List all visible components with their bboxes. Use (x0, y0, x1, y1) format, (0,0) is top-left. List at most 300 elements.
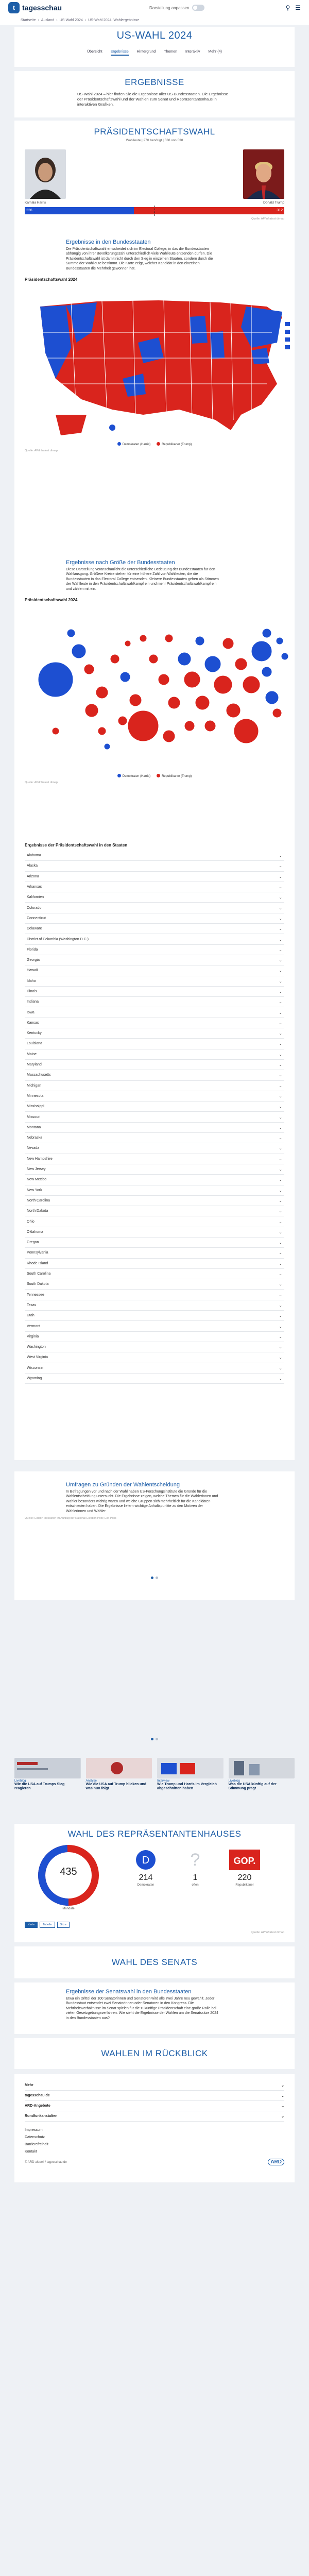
chevron-down-icon: ⌄ (279, 895, 282, 900)
article-kicker: Interview (157, 1780, 170, 1783)
state-row[interactable] (25, 1196, 284, 1206)
tab-interactive[interactable]: Interaktiv (185, 50, 200, 54)
state-marker[interactable] (285, 330, 290, 334)
map-label: Präsidentschaftswahl 2024 (25, 277, 78, 282)
state-row[interactable] (25, 1342, 284, 1352)
chevron-down-icon: ⌄ (279, 1292, 282, 1297)
chevron-down-icon: ⌄ (279, 1010, 282, 1015)
state-bubble[interactable] (98, 727, 106, 735)
footer-bottom (25, 2159, 284, 2165)
chevron-down-icon: ⌄ (279, 853, 282, 858)
state-row[interactable] (25, 1123, 284, 1133)
state-name: Pennsylvania (27, 1251, 48, 1255)
state-name: Connecticut (27, 916, 46, 920)
state-bubble[interactable] (234, 719, 259, 743)
question-mark-icon: ? (190, 1850, 200, 1870)
chevron-down-icon: ⌄ (279, 1188, 282, 1193)
related-article[interactable] (14, 1758, 81, 1817)
state-row[interactable] (25, 1352, 284, 1363)
chevron-down-icon: ⌄ (279, 1136, 282, 1141)
map-legend (25, 442, 284, 446)
president-source: Quelle: AP/Infratest dimap (251, 217, 284, 221)
bubble-card (14, 548, 295, 837)
state-alaska[interactable] (56, 415, 87, 435)
state-bubble[interactable] (214, 675, 232, 694)
state-row[interactable] (25, 1018, 284, 1028)
state-row[interactable] (25, 1279, 284, 1290)
article-kicker: Analyse (85, 1780, 97, 1783)
state-row[interactable] (25, 1269, 284, 1279)
senate-card (14, 1982, 295, 2034)
state-name: Florida (27, 947, 38, 952)
chevron-down-icon: ⌄ (279, 1031, 282, 1036)
article-image (14, 1758, 81, 1778)
chevron-down-icon: ⌄ (279, 978, 282, 984)
dem-candidate-name: Kamala Harris (25, 201, 46, 205)
motives-source: Quelle: Edison Research im Auftrag der National Election Pool; Exit Polls (25, 1517, 116, 1520)
state-row[interactable] (25, 892, 284, 903)
state-row[interactable] (25, 1091, 284, 1101)
bubble-map[interactable] (25, 602, 284, 774)
motives-heading: Umfragen zu Gründen der Wahlentscheidung (66, 1482, 180, 1488)
state-bubble[interactable] (276, 637, 283, 645)
map-text: Die Präsidentschaftswahl entscheidet sich im Electoral College, in das die Bundesstaaten abhängig von ihrer Bevölkerungszahl unterschiedlich viele Wahlleute entsenden dürfen. Die Präsidentschaftswahl ist damit nicht durch den Sieg in einzelnen Staaten, sondern durch die Summe der Wahlleute bestimmt. Die Karte zeigt, welcher Kandidat in den einzelnen Bundesstaaten die Mehrheit gewonnen hat. (66, 247, 213, 270)
carousel-dot[interactable] (151, 1738, 153, 1740)
state-name: New Mexico (27, 1178, 47, 1182)
house-title: WAHL DES REPRÄSENTANTENHAUSES (67, 1829, 242, 1839)
state-row[interactable] (25, 945, 284, 955)
footer-links (25, 2127, 284, 2156)
state-bubble[interactable] (243, 676, 260, 693)
state-bubble[interactable] (262, 667, 272, 677)
state-name: Vermont (27, 1324, 41, 1328)
state-name: Oregon (27, 1241, 39, 1245)
carousel-dot[interactable] (151, 1577, 153, 1579)
state-name: Utah (27, 1314, 35, 1318)
state-row[interactable] (25, 1259, 284, 1269)
review-card (14, 2038, 295, 2069)
footer-section[interactable]: Rundfunkanstalten ⌄ (25, 2111, 284, 2122)
candidates-row (25, 142, 284, 205)
chevron-down-icon: ⌄ (279, 1041, 282, 1046)
chevron-down-icon: ⌄ (279, 1062, 282, 1067)
state-bubble[interactable] (204, 656, 221, 672)
state-minnesota[interactable] (190, 316, 208, 344)
footer-link[interactable]: Datenschutz (25, 2136, 45, 2139)
us-map[interactable] (25, 286, 284, 442)
state-row[interactable] (25, 1060, 284, 1070)
state-name: Hawaii (27, 969, 38, 973)
state-bubble[interactable] (235, 658, 247, 670)
state-bubble[interactable] (120, 672, 130, 682)
state-marker[interactable] (285, 337, 290, 342)
state-bubble[interactable] (262, 629, 271, 638)
footer-link[interactable]: Kontakt (25, 2150, 37, 2154)
dem-votes-bar (25, 207, 134, 214)
state-bubble[interactable] (165, 634, 173, 642)
state-row[interactable] (25, 1070, 284, 1080)
map-heading: Ergebnisse in den Bundesstaaten (66, 239, 151, 245)
state-bubble[interactable] (110, 654, 119, 664)
state-row[interactable] (25, 1311, 284, 1321)
state-marker[interactable] (285, 322, 290, 326)
state-row[interactable] (25, 882, 284, 892)
state-bubble[interactable] (158, 674, 169, 685)
chevron-down-icon: ⌄ (279, 989, 282, 994)
state-row[interactable] (25, 1133, 284, 1143)
breadcrumb-item[interactable]: US-Wahl 2024 (59, 18, 83, 22)
display-toggle-label: Darstellung anpassen (149, 5, 190, 10)
state-bubble[interactable] (265, 691, 279, 704)
house-total: 435 (60, 1866, 77, 1877)
bubble-source: Quelle: AP/Infratest dimap (25, 781, 58, 785)
article-title[interactable]: Was die USA künftig auf der Stimmung prägt (228, 1783, 277, 1791)
state-name: Maryland (27, 1063, 42, 1067)
breadcrumb-item[interactable]: Startseite (21, 18, 36, 22)
state-row[interactable] (25, 1154, 284, 1164)
state-row[interactable] (25, 1321, 284, 1331)
state-name: Massachusetts (27, 1073, 51, 1077)
tab-results[interactable]: Ergebnisse (111, 50, 129, 56)
state-row[interactable] (25, 1238, 284, 1248)
review-title: WAHLEN IM RÜCKBLICK (101, 2048, 208, 2058)
chevron-down-icon: ⌄ (279, 1146, 282, 1151)
state-row[interactable] (25, 913, 284, 924)
chevron-down-icon: ⌄ (279, 1219, 282, 1224)
state-bubble[interactable] (84, 664, 94, 674)
chevron-down-icon: ⌄ (281, 2114, 284, 2119)
chevron-down-icon: ⌄ (279, 1177, 282, 1182)
state-bubble[interactable] (38, 662, 73, 697)
tab-more[interactable]: Mehr (4) (208, 50, 222, 54)
state-name: Rhode Island (27, 1261, 48, 1265)
chevron-down-icon: ⌄ (279, 1229, 282, 1234)
house-total-label: Mandate (62, 1907, 75, 1910)
dem-label: Demokraten (137, 1884, 154, 1887)
trump-photo (243, 149, 284, 199)
state-name: District of Columbia (Washington D.C.) (27, 937, 89, 941)
media-placeholder (14, 1600, 295, 1755)
breadcrumb: Startseite › Ausland › US-Wahl 2024 › US-Wahl 2024: Wahlergebnisse (0, 15, 309, 25)
chevron-down-icon: ⌄ (279, 926, 282, 931)
state-bubble[interactable] (178, 652, 191, 666)
state-row[interactable] (25, 1049, 284, 1060)
state-row[interactable] (25, 861, 284, 871)
state-name: Maine (27, 1052, 37, 1056)
chevron-down-icon: ⌄ (279, 916, 282, 921)
carousel-dot[interactable] (156, 1738, 158, 1740)
state-bubble[interactable] (184, 721, 195, 731)
chevron-down-icon: ⌄ (279, 1104, 282, 1109)
senate-heading: Ergebnisse der Senatswahl in den Bundesstaaten (66, 1989, 192, 1995)
states-card (14, 837, 295, 1460)
legend-rep: Republikaner (Trump) (157, 774, 192, 778)
state-name: Michigan (27, 1083, 42, 1088)
state-row[interactable] (25, 1374, 284, 1384)
state-bubble[interactable] (184, 671, 200, 688)
bubble-legend (25, 774, 284, 778)
tab-bar (14, 50, 295, 56)
chevron-down-icon: ⌄ (279, 905, 282, 910)
state-bubble[interactable] (104, 743, 110, 750)
chevron-down-icon: ⌄ (279, 1302, 282, 1308)
state-bubble[interactable] (204, 720, 216, 732)
open-block (177, 1850, 213, 1887)
state-row[interactable] (25, 1081, 284, 1091)
state-name: South Dakota (27, 1282, 49, 1286)
state-row[interactable] (25, 851, 284, 861)
state-row[interactable] (25, 872, 284, 882)
electoral-vote-bar (25, 207, 284, 214)
chevron-down-icon: ⌄ (279, 947, 282, 952)
article-image (229, 1758, 295, 1778)
state-row[interactable] (25, 987, 284, 997)
legend-dem: Demokraten (Harris) (117, 774, 150, 778)
state-row[interactable] (25, 1300, 284, 1311)
state-bubble[interactable] (226, 703, 241, 718)
state-row[interactable] (25, 1290, 284, 1300)
article-image (86, 1758, 152, 1778)
chevron-down-icon: ⌄ (279, 1345, 282, 1350)
legend-dem: Demokraten (Harris) (117, 442, 150, 446)
svg-text:D: D (142, 1855, 150, 1866)
chevron-down-icon: ⌄ (279, 885, 282, 890)
state-row[interactable] (25, 1363, 284, 1374)
state-bubble[interactable] (129, 694, 142, 706)
senate-title-card (14, 1946, 295, 1978)
tab-background[interactable]: Hintergrund (136, 50, 156, 54)
state-row[interactable] (25, 903, 284, 913)
view-map-button[interactable]: Karte (25, 1922, 38, 1928)
article-title[interactable]: Wie die USA auf Trumps Sieg reagieren (14, 1783, 65, 1791)
chevron-down-icon: ⌄ (281, 2094, 284, 2098)
dem-logo-icon (135, 1850, 156, 1870)
house-row (25, 1844, 284, 1917)
state-name: Alabama (27, 854, 41, 858)
state-illinois[interactable] (210, 331, 225, 359)
tagesschau-logo-icon[interactable]: t (8, 2, 20, 13)
display-toggle[interactable] (149, 5, 204, 11)
state-name: Nevada (27, 1146, 40, 1150)
state-name: Nebraska (27, 1136, 42, 1140)
carousel-dot[interactable] (156, 1577, 158, 1579)
state-bubble[interactable] (272, 708, 282, 718)
state-name: Kansas (27, 1021, 39, 1025)
article-title[interactable]: Wie die USA auf Trump blicken und was nun folgt (85, 1783, 147, 1791)
chevron-down-icon: ⌄ (279, 968, 282, 973)
state-row[interactable] (25, 1007, 284, 1018)
rep-seats: 220 (237, 1873, 252, 1882)
state-row[interactable] (25, 1164, 284, 1175)
state-bubble[interactable] (149, 654, 158, 664)
chevron-down-icon: ⌄ (279, 1313, 282, 1318)
state-bubble[interactable] (72, 644, 86, 658)
state-bubble[interactable] (251, 641, 272, 662)
chevron-down-icon: ⌄ (279, 1355, 282, 1360)
tab-overview[interactable]: Übersicht (87, 50, 102, 54)
rep-votes-bar (134, 207, 284, 214)
state-bubble[interactable] (195, 696, 210, 710)
svg-text:GOP.: GOP. (233, 1856, 256, 1866)
title-card (14, 27, 295, 67)
harris-photo (25, 149, 66, 199)
results-intro: US-Wahl 2024 – hier finden Sie die Ergebnisse aller US-Bundesstaaten. Die Ergebnisse der Präsidentschaftswahl und der Wahlen zum Senat und Repräsentantenhaus in interaktiven Grafiken. (77, 92, 228, 107)
state-row[interactable] (25, 976, 284, 987)
state-name: Oklahoma (27, 1230, 43, 1234)
state-row[interactable] (25, 1175, 284, 1185)
state-virginia[interactable] (251, 348, 269, 364)
dem-seats: 214 (139, 1873, 153, 1882)
bubble-heading: Ergebnisse nach Größe der Bundesstaaten (66, 560, 175, 566)
state-row[interactable] (25, 924, 284, 934)
footer-link[interactable]: Barrierefreiheit (25, 2143, 48, 2146)
state-name: Ohio (27, 1219, 35, 1224)
chevron-down-icon: ⌄ (279, 1209, 282, 1214)
senate-text: Etwa ein Drittel der 100 Senatorinnen und Senatoren wird alle zwei Jahre neu gewählt. Jeder Bundesstaat entsendet zwei Senatorinnen oder Senatoren in den Kongress. Die Mehrheitsverhältnisse im Senat spielen für die zukünftige Präsidentschaft eine große Rolle bei vielen Gesetzgebungsverfahren. Wie sieht die Ergebnisse der Wahlen um die Senatssitze 2024 in den Bundesstaaten aus? (66, 1997, 218, 2020)
state-row[interactable] (25, 1227, 284, 1238)
state-name: Arizona (27, 874, 39, 878)
chevron-down-icon: ⌄ (279, 1261, 282, 1266)
state-name: Indiana (27, 1000, 39, 1004)
motives-text: In Befragungen vor und nach der Wahl haben US-Forschungsinstitute die Gründe für die Wahlentscheidung untersucht. Die Ergebnisse zeigen, welche Themen für die Wählerinnen und Wähler besonders wichtig waren und welche Gruppen sich mehrheitlich für die Kandidaten entschieden haben. Die Ergebnisse liefern wichtige Anhaltspunkte zu den Motiven der Wählerinnen und Wähler. (66, 1490, 218, 1513)
carousel-dots-2 (14, 1738, 295, 1740)
related-article[interactable] (229, 1758, 295, 1817)
state-row[interactable] (25, 965, 284, 976)
chevron-down-icon: ⌄ (279, 937, 282, 942)
open-seats: 1 (193, 1873, 198, 1882)
state-bubble[interactable] (52, 727, 59, 735)
legend-rep: Republikaner (Trump) (157, 442, 192, 446)
footer-section[interactable]: tagesschau.de ⌄ (25, 2091, 284, 2101)
chevron-down-icon: ⌄ (279, 1324, 282, 1329)
article-image (157, 1758, 224, 1778)
copyright: © ARD-aktuell / tagesschau.de (25, 2160, 67, 2164)
state-bubble[interactable] (163, 730, 175, 742)
state-bubble[interactable] (125, 640, 131, 647)
search-icon[interactable]: ⚲ (285, 4, 290, 11)
state-name: Kalifornien (27, 895, 44, 900)
state-bubble[interactable] (118, 716, 127, 725)
president-card (14, 121, 295, 548)
state-bubble[interactable] (96, 686, 108, 699)
state-row[interactable] (25, 1185, 284, 1196)
chevron-down-icon: ⌄ (279, 1114, 282, 1120)
state-bubble[interactable] (281, 653, 288, 660)
related-article[interactable] (157, 1758, 224, 1817)
carousel-dots (25, 1577, 284, 1579)
footer-link[interactable]: Impressum (25, 2128, 43, 2132)
chevron-down-icon: ⌄ (279, 1376, 282, 1381)
toggle-switch[interactable] (192, 5, 204, 11)
chevron-down-icon: ⌄ (279, 863, 282, 869)
state-row[interactable] (25, 934, 284, 944)
related-articles (14, 1755, 295, 1817)
article-kicker: Liveblog (14, 1780, 26, 1783)
motives-card (14, 1471, 295, 1600)
state-bubble[interactable] (140, 635, 147, 642)
chevron-down-icon: ⌄ (279, 1156, 282, 1161)
states-title: Ergebnisse der Präsidentschaftswahl in den Staaten (25, 843, 128, 848)
state-bubble[interactable] (168, 697, 180, 709)
state-row[interactable] (25, 997, 284, 1007)
state-row[interactable] (25, 1206, 284, 1216)
state-marker[interactable] (285, 345, 290, 349)
logo-text[interactable]: tagesschau (22, 4, 62, 12)
chevron-down-icon: ⌄ (279, 1198, 282, 1203)
rep-candidate-name: Donald Trump (263, 201, 284, 205)
state-row[interactable] (25, 1039, 284, 1049)
state-bubble[interactable] (128, 710, 159, 741)
state-hawaii[interactable] (109, 425, 115, 431)
state-name: Virginia (27, 1334, 39, 1338)
results-title: ERGEBNISSE (125, 77, 184, 87)
chevron-down-icon: ⌄ (279, 1334, 282, 1339)
state-name: Missouri (27, 1115, 41, 1119)
state-row[interactable] (25, 1143, 284, 1154)
house-donut (25, 1844, 112, 1917)
state-name: Tennessee (27, 1293, 44, 1297)
state-row[interactable] (25, 955, 284, 965)
related-article[interactable] (86, 1758, 152, 1817)
footer-section[interactable]: ARD-Angebote ⌄ (25, 2101, 284, 2111)
chevron-down-icon: ⌄ (279, 1052, 282, 1057)
state-bubble[interactable] (195, 636, 204, 646)
map-source: Quelle: AP/Infratest dimap (25, 449, 58, 453)
state-name: North Dakota (27, 1209, 48, 1213)
state-name: Iowa (27, 1010, 35, 1014)
site-header (0, 0, 309, 15)
state-bubble[interactable] (85, 704, 98, 717)
state-name: Washington (27, 1345, 46, 1349)
view-table-button[interactable]: Tabelle (40, 1922, 55, 1928)
chevron-down-icon: ⌄ (279, 1125, 282, 1130)
footer-section[interactable]: Mehr ⌄ (25, 2080, 284, 2091)
chevron-down-icon: ⌄ (279, 1167, 282, 1172)
state-row[interactable] (25, 1332, 284, 1342)
view-seats-button[interactable]: Sitze (57, 1922, 70, 1928)
dem-votes-label: 226 (26, 209, 32, 212)
open-label: offen (192, 1884, 199, 1887)
state-bubble[interactable] (67, 629, 75, 637)
dem-block (128, 1850, 164, 1887)
chevron-down-icon: ⌄ (279, 1240, 282, 1245)
chevron-down-icon: ⌄ (279, 1250, 282, 1256)
chevron-down-icon: ⌄ (279, 1272, 282, 1277)
chevron-down-icon: ⌄ (279, 1083, 282, 1088)
state-row[interactable] (25, 1112, 284, 1122)
rep-block (227, 1850, 263, 1887)
state-name: Minnesota (27, 1094, 44, 1098)
chevron-down-icon: ⌄ (279, 1020, 282, 1025)
chevron-down-icon: ⌄ (279, 1093, 282, 1098)
state-row[interactable] (25, 1028, 284, 1039)
state-row[interactable] (25, 1248, 284, 1258)
state-name: North Carolina (27, 1198, 50, 1202)
tab-topics[interactable]: Themen (164, 50, 177, 54)
state-row[interactable] (25, 1101, 284, 1112)
site-footer (14, 2074, 295, 2182)
state-row[interactable] (25, 1216, 284, 1227)
states-list (25, 851, 284, 1384)
menu-icon[interactable]: ☰ (295, 4, 301, 11)
ard-logo[interactable]: ARD (268, 2159, 284, 2165)
state-name: Idaho (27, 979, 36, 983)
state-name: Louisiana (27, 1042, 42, 1046)
state-bubble[interactable] (222, 638, 234, 649)
article-title[interactable]: Wie Trump und Harris im Vergleich abgeschnitten haben (157, 1783, 217, 1791)
majority-line (154, 206, 155, 216)
breadcrumb-item[interactable]: Ausland (41, 18, 55, 22)
